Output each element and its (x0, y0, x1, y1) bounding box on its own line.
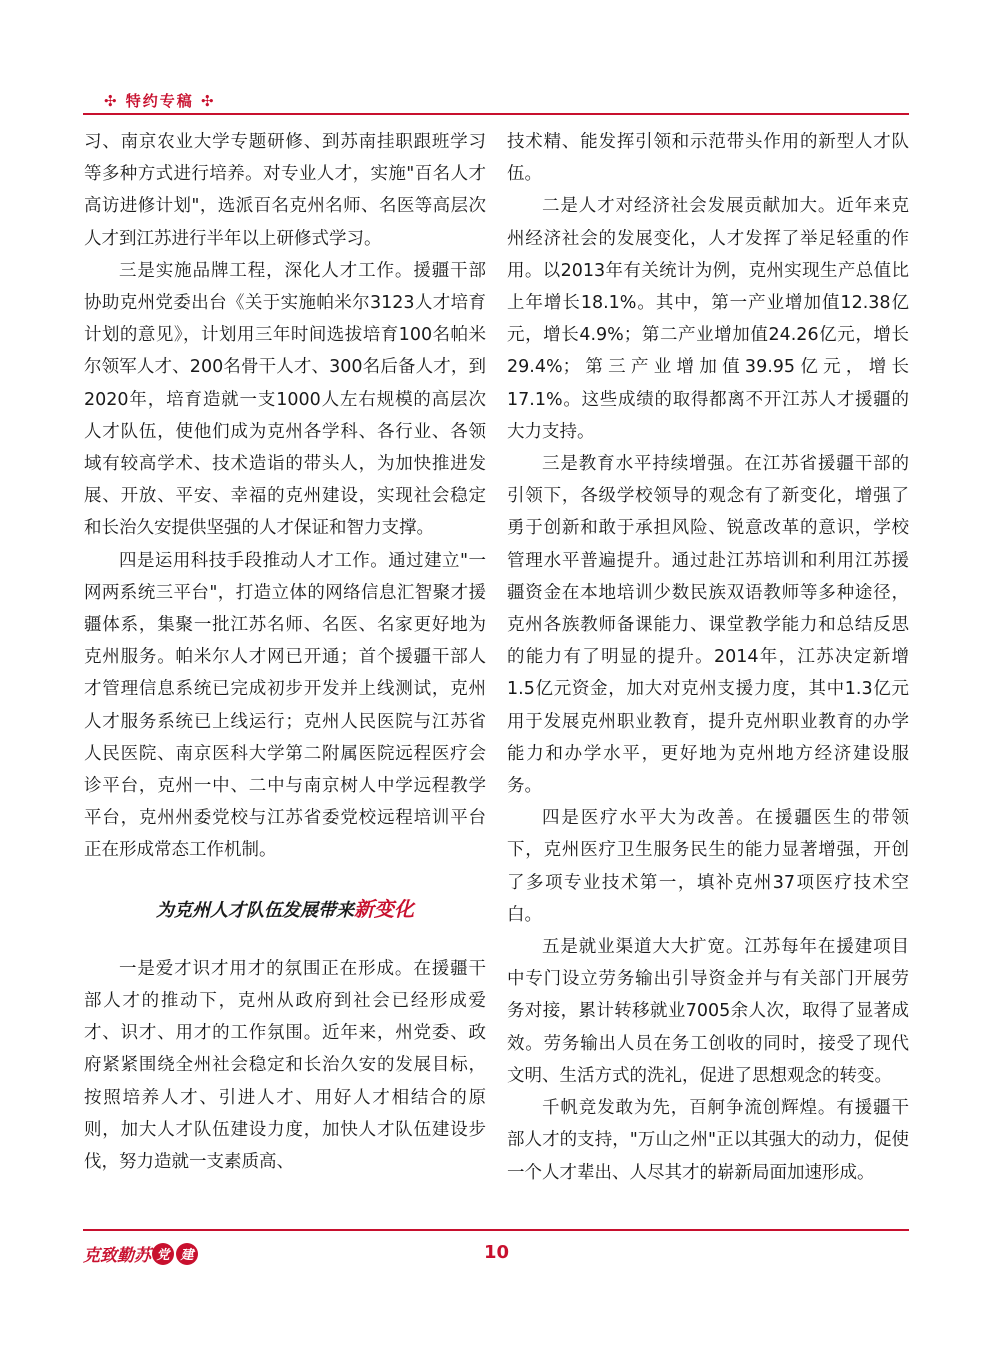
brand-text: 克致勤苏 (83, 1246, 151, 1266)
page-number: 10 (484, 1242, 510, 1263)
paragraph: 千帆竞发敢为先，百舸争流创辉煌。有援疆干部人才的支持，"万山之州"正以其强大的动力，促使一个人才辈出、人尽其才的崭新局面加速形成。 (507, 1098, 909, 1183)
paragraph: 三是实施品牌工程，深化人才工作。援疆干部协助克州党委出台《关于实施帕米尔3123人才培育计划的意见》，计划用三年时间选拔培育100名帕米尔领军人才、200名骨干人才、300名后备人才，到2020年，培育造就一支1000人左右规模的高层次人才队伍，使他们成为克州各学科、各行业、各领域有较高学术、技术造诣的带头人，为加快推进发展、开放、平安、幸福的克州建设，实现社会稳定和长治久安提供坚强的人才保证和智力支撑。 (84, 260, 486, 539)
paragraph: 习、南京农业大学专题研修、到苏南挂职跟班学习等多种方式进行培养。对专业人才，实施"百名人才高访进修计划"，选派百名克州名师、名医等高层次人才到江苏进行半年以上研修式学习。 (84, 132, 486, 249)
paragraph: 三是教育水平持续增强。在江苏省援疆干部的引领下，各级学校领导的观念有了新变化，增强了勇于创新和敢于承担风险、锐意改革的意识，学校管理水平普遍提升。通过赴江苏培训和利用江苏援疆资金在本地培训少数民族双语教师等多种途径，克州各族教师备课能力、课堂教学能力和总结反思的能力有了明显的提升。2014年，江苏决定新增1.5亿元资金，加大对克州支援力度，其中1.3亿元用于发展克州职业教育，提升克州职业教育的办学能力和办学水平，更好地为克州地方经济建设服务。 (507, 454, 909, 797)
paragraph: 五是就业渠道大大扩宽。江苏每年在援建项目中专门设立劳务输出引导资金并与有关部门开展劳务对接，累计转移就业7005余人次，取得了显著成效。劳务输出人员在务工创收的同时，接受了现代文明、生活方式的洗礼，促进了思想观念的转变。 (507, 937, 909, 1086)
left-column (84, 126, 486, 1178)
section-header-label: ✣ 特约专稿 ✣ (104, 92, 216, 110)
section-heading-highlight: 新变化 (354, 896, 414, 921)
footer-divider (83, 1229, 909, 1231)
paragraph: 二是人才对经济社会发展贡献加大。近年来克州经济社会的发展变化，人才发挥了举足轻重的作用。以2013年有关统计为例，克州实现生产总值比上年增长18.1%。其中，第一产业增加值12.38亿元，增长4.9%；第二产业增加值24.26亿元，增长29.4%；第三产业增加值39.95亿元，增长17.1%。这些成绩的取得都离不开江苏人才援疆的大力支持。 (507, 196, 909, 442)
paragraph: 四是运用科技手段推动人才工作。通过建立"一网两系统三平台"，打造立体的网络信息汇智聚才援疆体系，集聚一批江苏名师、名医、名家更好地为克州服务。帕米尔人才网已开通；首个援疆干部人才管理信息系统已完成初步开发并上线测试，克州人才服务系统已上线运行；克州人民医院与江苏省人民医院、南京医科大学第二附属医院远程医疗会诊平台，克州一中、二中与南京树人中学远程教学平台，克州州委党校与江苏省委党校远程培训平台正在形成常态工作机制。 (84, 550, 486, 861)
paragraph: 四是医疗水平大为改善。在援疆医生的带领下，克州医疗卫生服务民生的能力显著增强，开创了多项专业技术第一，填补克州37项医疗技术空白。 (507, 808, 909, 925)
brand-circle-char: 党 (152, 1243, 174, 1265)
section-heading (84, 893, 486, 927)
paragraph: 一是爱才识才用才的氛围正在形成。在援疆干部人才的推动下，克州从政府到社会已经形成爱才、识才、用才的工作氛围。近年来，州党委、政府紧紧围绕全州社会稳定和长治久安的发展目标，按照培养人才、引进人才、用好人才相结合的原则，加大人才队伍建设力度，加快人才队伍建设步伐，努力造就一支素质高、 (84, 958, 486, 1173)
section-heading-text: 为克州人才队伍发展带来 (156, 899, 354, 921)
paragraph: 技术精、能发挥引领和示范带头作用的新型人才队伍。 (507, 132, 909, 185)
footer-brand-logo (83, 1241, 199, 1266)
brand-circle-char: 建 (176, 1243, 198, 1265)
header-divider (83, 113, 909, 115)
right-column (507, 126, 909, 1189)
